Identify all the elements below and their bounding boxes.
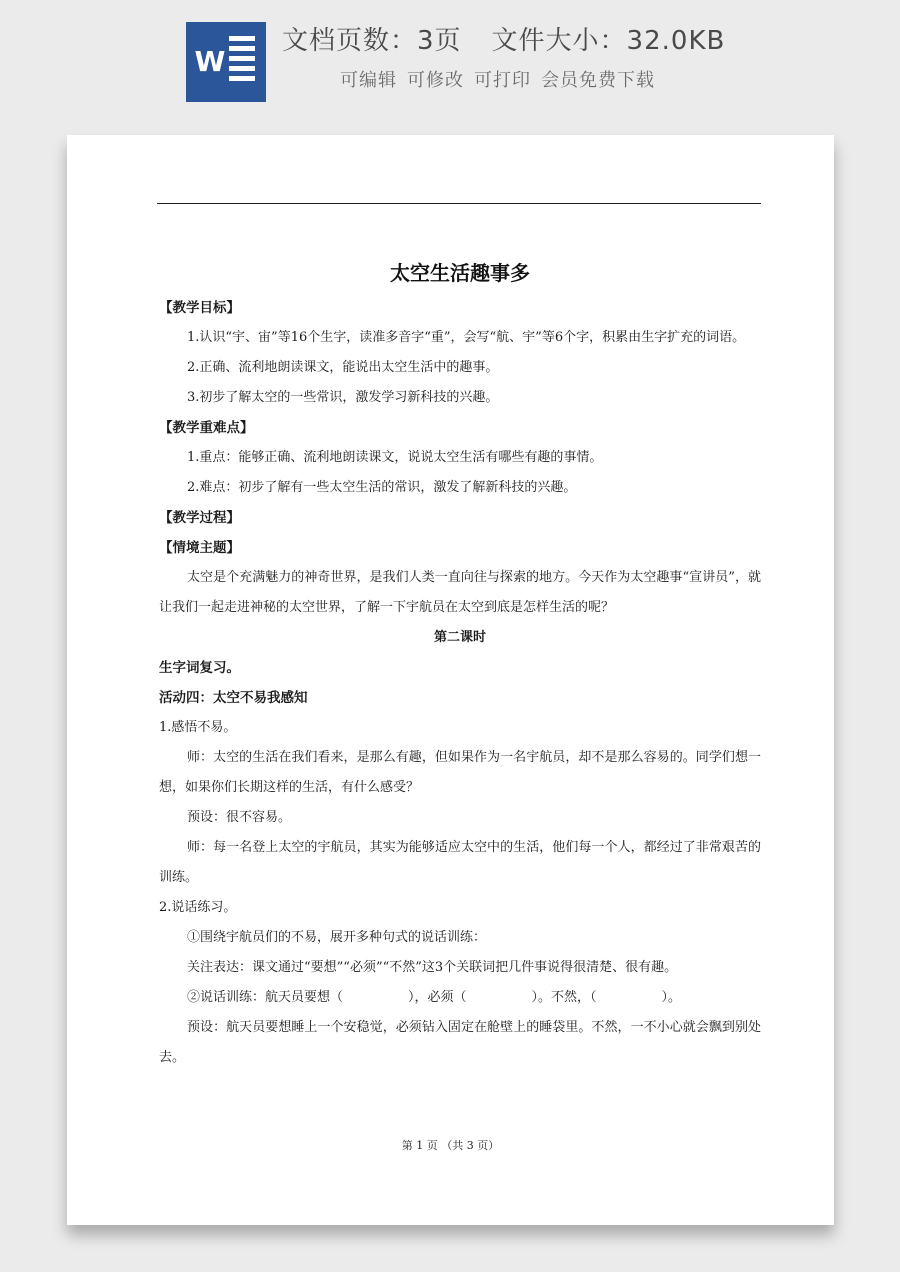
paragraph: ②说话训练：航天员要想（ ），必须（ ）。不然，（ ）。 [187, 990, 682, 1005]
paragraph: 预设：很不容易。 [187, 810, 292, 825]
paragraph: 1.认识“宇、宙”等16个生字，读准多音字“重”，会写“航、宇”等6个字，积累由生字扩充的词语。 [187, 330, 746, 345]
paragraph: 预设：航天员要想睡上一个安稳觉，必须钻入固定在舱壁上的睡袋里。不然，一不小心就会飘到别处去。 [159, 1020, 761, 1065]
paragraph: 师：每一名登上太空的宇航员，其实为能够适应太空中的生活，他们每一个人，都经过了非常艰苦的训练。 [159, 840, 761, 885]
paragraph: 3.初步了解太空的一些常识，激发学习新科技的兴趣。 [187, 390, 499, 405]
download-banner [0, 0, 900, 120]
word-icon [186, 22, 266, 102]
document-lines [159, 293, 761, 1073]
section-heading: 【教学重难点】 [159, 420, 254, 436]
section-heading: 活动四：太空不易我感知 [159, 690, 308, 706]
page-count-label: 文档页数：3页 [282, 26, 462, 56]
section-heading: 生字词复习。 [159, 660, 240, 676]
document-body [159, 253, 761, 1073]
paragraph: 2.难点：初步了解有一些太空生活的常识，激发了解新科技的兴趣。 [187, 480, 577, 495]
feature-list [340, 66, 665, 92]
text-line: 1.感悟不易。 [159, 720, 237, 735]
lesson-heading: 第二课时 [433, 630, 486, 645]
paragraph: 关注表达：课文通过“要想”“必须”“不然”这3个关联词把几件事说得很清楚、很有趣。 [187, 960, 678, 975]
paragraph: 1.重点：能够正确、流利地朗读课文，说说太空生活有哪些有趣的事情。 [187, 450, 603, 465]
paragraph: ①围绕宇航员们的不易，展开多种句式的说话训练： [187, 930, 487, 945]
header-rule [157, 203, 761, 204]
feature-editable: 可编辑 [340, 70, 397, 91]
section-heading: 【情境主题】 [159, 540, 240, 556]
paragraph: 太空是个充满魅力的神奇世界，是我们人类一直向往与探索的地方。今天作为太空趣事“宣讲员”，就让我们一起走进神秘的太空世界，了解一下宇航员在太空到底是怎样生活的呢？ [159, 570, 761, 615]
file-info [282, 20, 725, 57]
paragraph: 2.正确、流利地朗读课文，能说出太空生活中的趣事。 [187, 360, 499, 375]
feature-printable: 可打印 [474, 70, 531, 91]
text-line: 2.说话练习。 [159, 900, 237, 915]
paragraph: 师：太空的生活在我们看来，是那么有趣，但如果作为一名宇航员，却不是那么容易的。同学们想一想，如果你们长期这样的生活，有什么感受？ [159, 750, 761, 795]
word-logo-letter: W [194, 45, 226, 78]
document-page [67, 135, 834, 1225]
file-size-label: 文件大小：32.0KB [491, 26, 726, 56]
page-footer: 第 1 页 （共 3 页） [401, 1139, 500, 1152]
document-title: 太空生活趣事多 [390, 261, 530, 285]
section-heading: 【教学目标】 [159, 300, 240, 316]
feature-member-download: 会员免费下载 [541, 70, 655, 91]
section-heading: 【教学过程】 [159, 510, 240, 526]
feature-modifiable: 可修改 [407, 70, 464, 91]
